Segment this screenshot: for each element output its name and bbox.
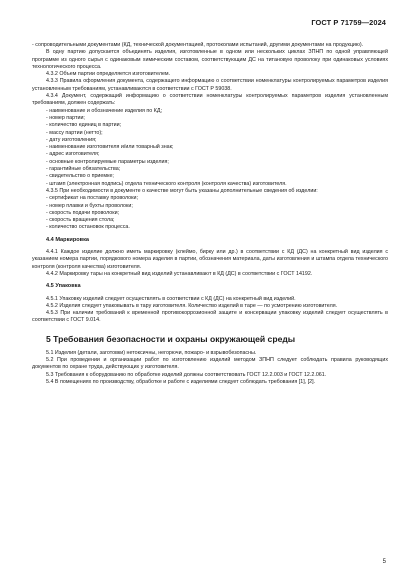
paragraph: В одну партию допускается объединять изделия, изготовленные в одном или нескольких циклах ЗПНП по одной управляющей программе из одного сырья с одинаковым химическим составом, соответствующим ДС на титановую проволоку при одинаковых условиях технологического процесса. bbox=[32, 49, 388, 70]
paragraph: 5.4 В помещениях по производству, обработке и работе с изделиями следует соблюдать требования [1], [2]. bbox=[46, 378, 316, 385]
paragraph: 4.5.1 Упаковку изделий следует осуществлять в соответствии с КД (ДС) на конкретный вид изделий. bbox=[46, 295, 296, 302]
spacer bbox=[32, 325, 388, 334]
paragraph: 4.3.3 Правила оформления документа, содержащего информацию о соответствии номенклатуры контролируемых параметров изделия установленным требованиям, устанавливаются в соответствии с ГОСТ Р 59038. bbox=[32, 78, 388, 92]
paragraph: 4.4.1 Каждое изделие должно иметь маркировку (клеймо, бирку или др.) в соответствии с КД (ДС) на конкретный вид изделия с указанием номера партии, порядкового номера изделия в партии, обозначения материала, даты изготовления и штампа отдела технического контроля (контроля качества) изготовителя. bbox=[32, 249, 388, 270]
paragraph: 4.5.3 При наличии требований к временной противокоррозионной защите и консервации упаковку изделий следует осуществлять в соответствии с ГОСТ 9.014. bbox=[32, 310, 388, 324]
list-item: - штамп (электронная подпись) отдела технического контроля (контроля качества) изготовителя. bbox=[46, 180, 287, 187]
list-item: - свидетельство о приемке; bbox=[46, 173, 114, 180]
document-header: ГОСТ Р 71759—2024 bbox=[311, 18, 386, 27]
list-item: - номер плавки и бухты проволоки; bbox=[46, 202, 133, 209]
page-number: 5 bbox=[382, 559, 386, 565]
list-item: - дату изготовления; bbox=[46, 136, 97, 143]
subsection-heading: 4.4 Маркировка bbox=[46, 236, 90, 243]
list-item: - основные контролируемые параметры изделия; bbox=[46, 158, 169, 165]
list-item: - количество единиц в партии; bbox=[46, 122, 122, 129]
list-item: - скорость подачи проволоки; bbox=[46, 209, 120, 216]
list-item: - наименование изготовителя и/или товарный знак; bbox=[46, 144, 174, 151]
list-item: - скорость вращения стола; bbox=[46, 217, 115, 224]
paragraph: 4.3.2 Объем партии определяется изготовителем. bbox=[46, 71, 171, 78]
subsection-heading: 4.5 Упаковка bbox=[46, 283, 81, 290]
paragraph: 5.1 Изделия (детали, заготовки) нетоксичны, негорючи, пожаро- и взрывобезопасны. bbox=[46, 349, 257, 356]
list-item: - наименование и обозначение изделия по КД; bbox=[46, 107, 162, 114]
list-item: - гарантийные обязательства; bbox=[46, 166, 121, 173]
paragraph: 4.3.5 При необходимости в документе о качестве могут быть указаны дополнительные сведения об изделии: bbox=[46, 187, 318, 194]
list-item: - массу партии (нетто); bbox=[46, 129, 103, 136]
list-item: - адрес изготовителя; bbox=[46, 151, 100, 158]
paragraph: 4.3.4 Документ, содержащий информацию о соответствии номенклатуры контролируемых параметров изделия установленным требованиям, должен содержать: bbox=[32, 93, 388, 107]
paragraph: 4.4.2 Маркировку тары на конкретный вид изделий устанавливают в КД (ДС) в соответствии с ГОСТ 14192. bbox=[46, 270, 313, 277]
paragraph: 5.3 Требования к оборудованию по обработке изделий должны соответствовать ГОСТ 12.2.003 и ГОСТ 12.2.061. bbox=[46, 371, 327, 378]
list-item: - сертификат на поставку проволоки; bbox=[46, 195, 138, 202]
paragraph: 5.2 При проведении и организации работ по изготовлению изделий методом ЗПНП следует соблюдать правила руководящих документов по охране труда, действующих у изготовителя. bbox=[32, 356, 388, 371]
section-heading: 5 Требования безопасности и охраны окружающей среды bbox=[46, 333, 296, 344]
paragraph: - сопроводительными документами (КД, технической документацией, протоколами испытаний, другими документами на продукцию). bbox=[32, 42, 364, 48]
list-item: - номер партии; bbox=[46, 114, 85, 121]
list-item: - количество остановок процесса. bbox=[46, 224, 130, 231]
paragraph: 4.5.2 Изделия следует упаковывать в тару изготовителя. Количество изделий в таре — по усмотрению изготовителя. bbox=[46, 302, 338, 309]
document-body bbox=[32, 42, 388, 386]
